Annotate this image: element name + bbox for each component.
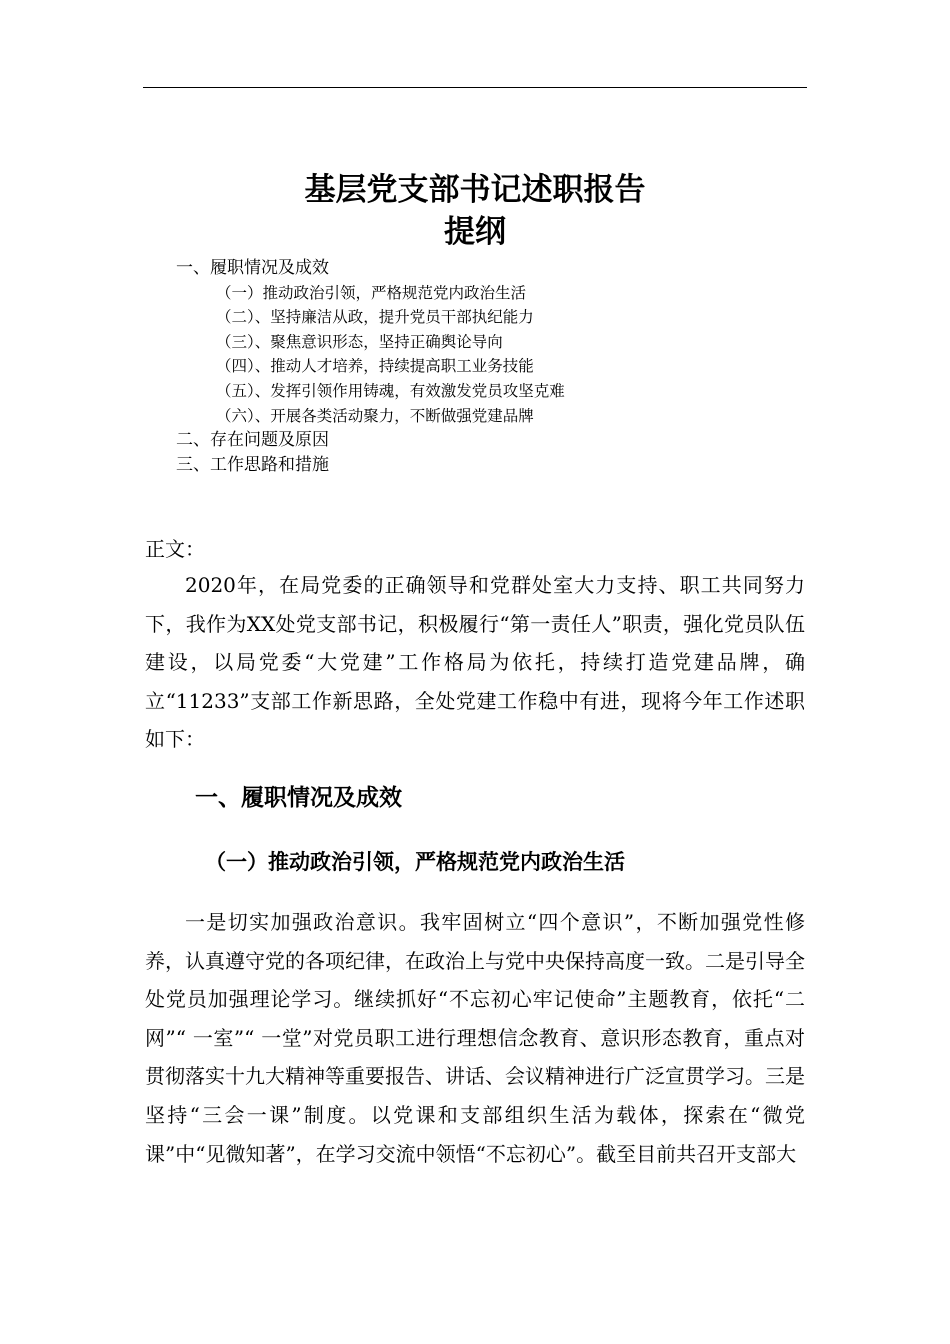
body-paragraph: 一是切实加强政治意识。我牢固树立“四个意识”，不断加强党性修养，认真遵守党的各项纪律，在政治上与党中央保持高度一致。二是引导全处党员加强理论学习。继续抓好“不忘初心牢记使命”主题教育，依托“二网”“ 一室”“ 一堂”对党员职工进行理想信念教育、意识形态教育，重点对贯彻落实十九大精神等重要报告、讲话、会议精神进行广泛宣贯学习。三是坚持“三会一课”制度。以党课和支部组织生活为载体，探索在“微党课”中“见微知著”，在学习交流中领悟“不忘初心”。截至目前共召开支部大: [145, 910, 805, 1166]
outline-item: （一）推动政治引领，严格规范党内政治生活: [216, 283, 527, 302]
document-title: 基层党支部书记述职报告: [304, 172, 646, 208]
body-label: 正文：: [145, 537, 205, 561]
subsection-heading: （一）推动政治引领，严格规范党内政治生活: [205, 849, 625, 874]
intro-paragraph: 2020年，在局党委的正确领导和党群处室大力支持、职工共同努力下，我作为XX处党支部书记，积极履行“第一责任人”职责，强化党员队伍建设，以局党委“大党建”工作格局为依托，持续打造党建品牌，确立“11233”支部工作新思路，全处党建工作稳中有进，现将今年工作述职如下：: [145, 573, 805, 752]
outline-item: （三）、聚焦意识形态，坚持正确舆论导向: [216, 332, 503, 351]
outline-item: （四）、推动人才培养，持续提高职工业务技能: [216, 357, 534, 376]
document-subtitle: 提纲: [444, 214, 506, 250]
section-heading: 一、履职情况及成效: [195, 785, 402, 811]
outline-section-3: 三、工作思路和措施: [176, 454, 329, 475]
outline-section-2: 二、存在问题及原因: [176, 430, 329, 451]
outline-item: （六）、开展各类活动聚力，不断做强党建品牌: [216, 406, 534, 425]
outline-item: （二）、坚持廉洁从政，提升党员干部执纪能力: [216, 308, 534, 327]
header-rule: [143, 87, 807, 88]
outline-item: （五）、发挥引领作用铸魂，有效激发党员攻坚克难: [216, 381, 565, 400]
outline: [176, 256, 796, 477]
outline-section-1: 一、履职情况及成效: [176, 258, 329, 278]
